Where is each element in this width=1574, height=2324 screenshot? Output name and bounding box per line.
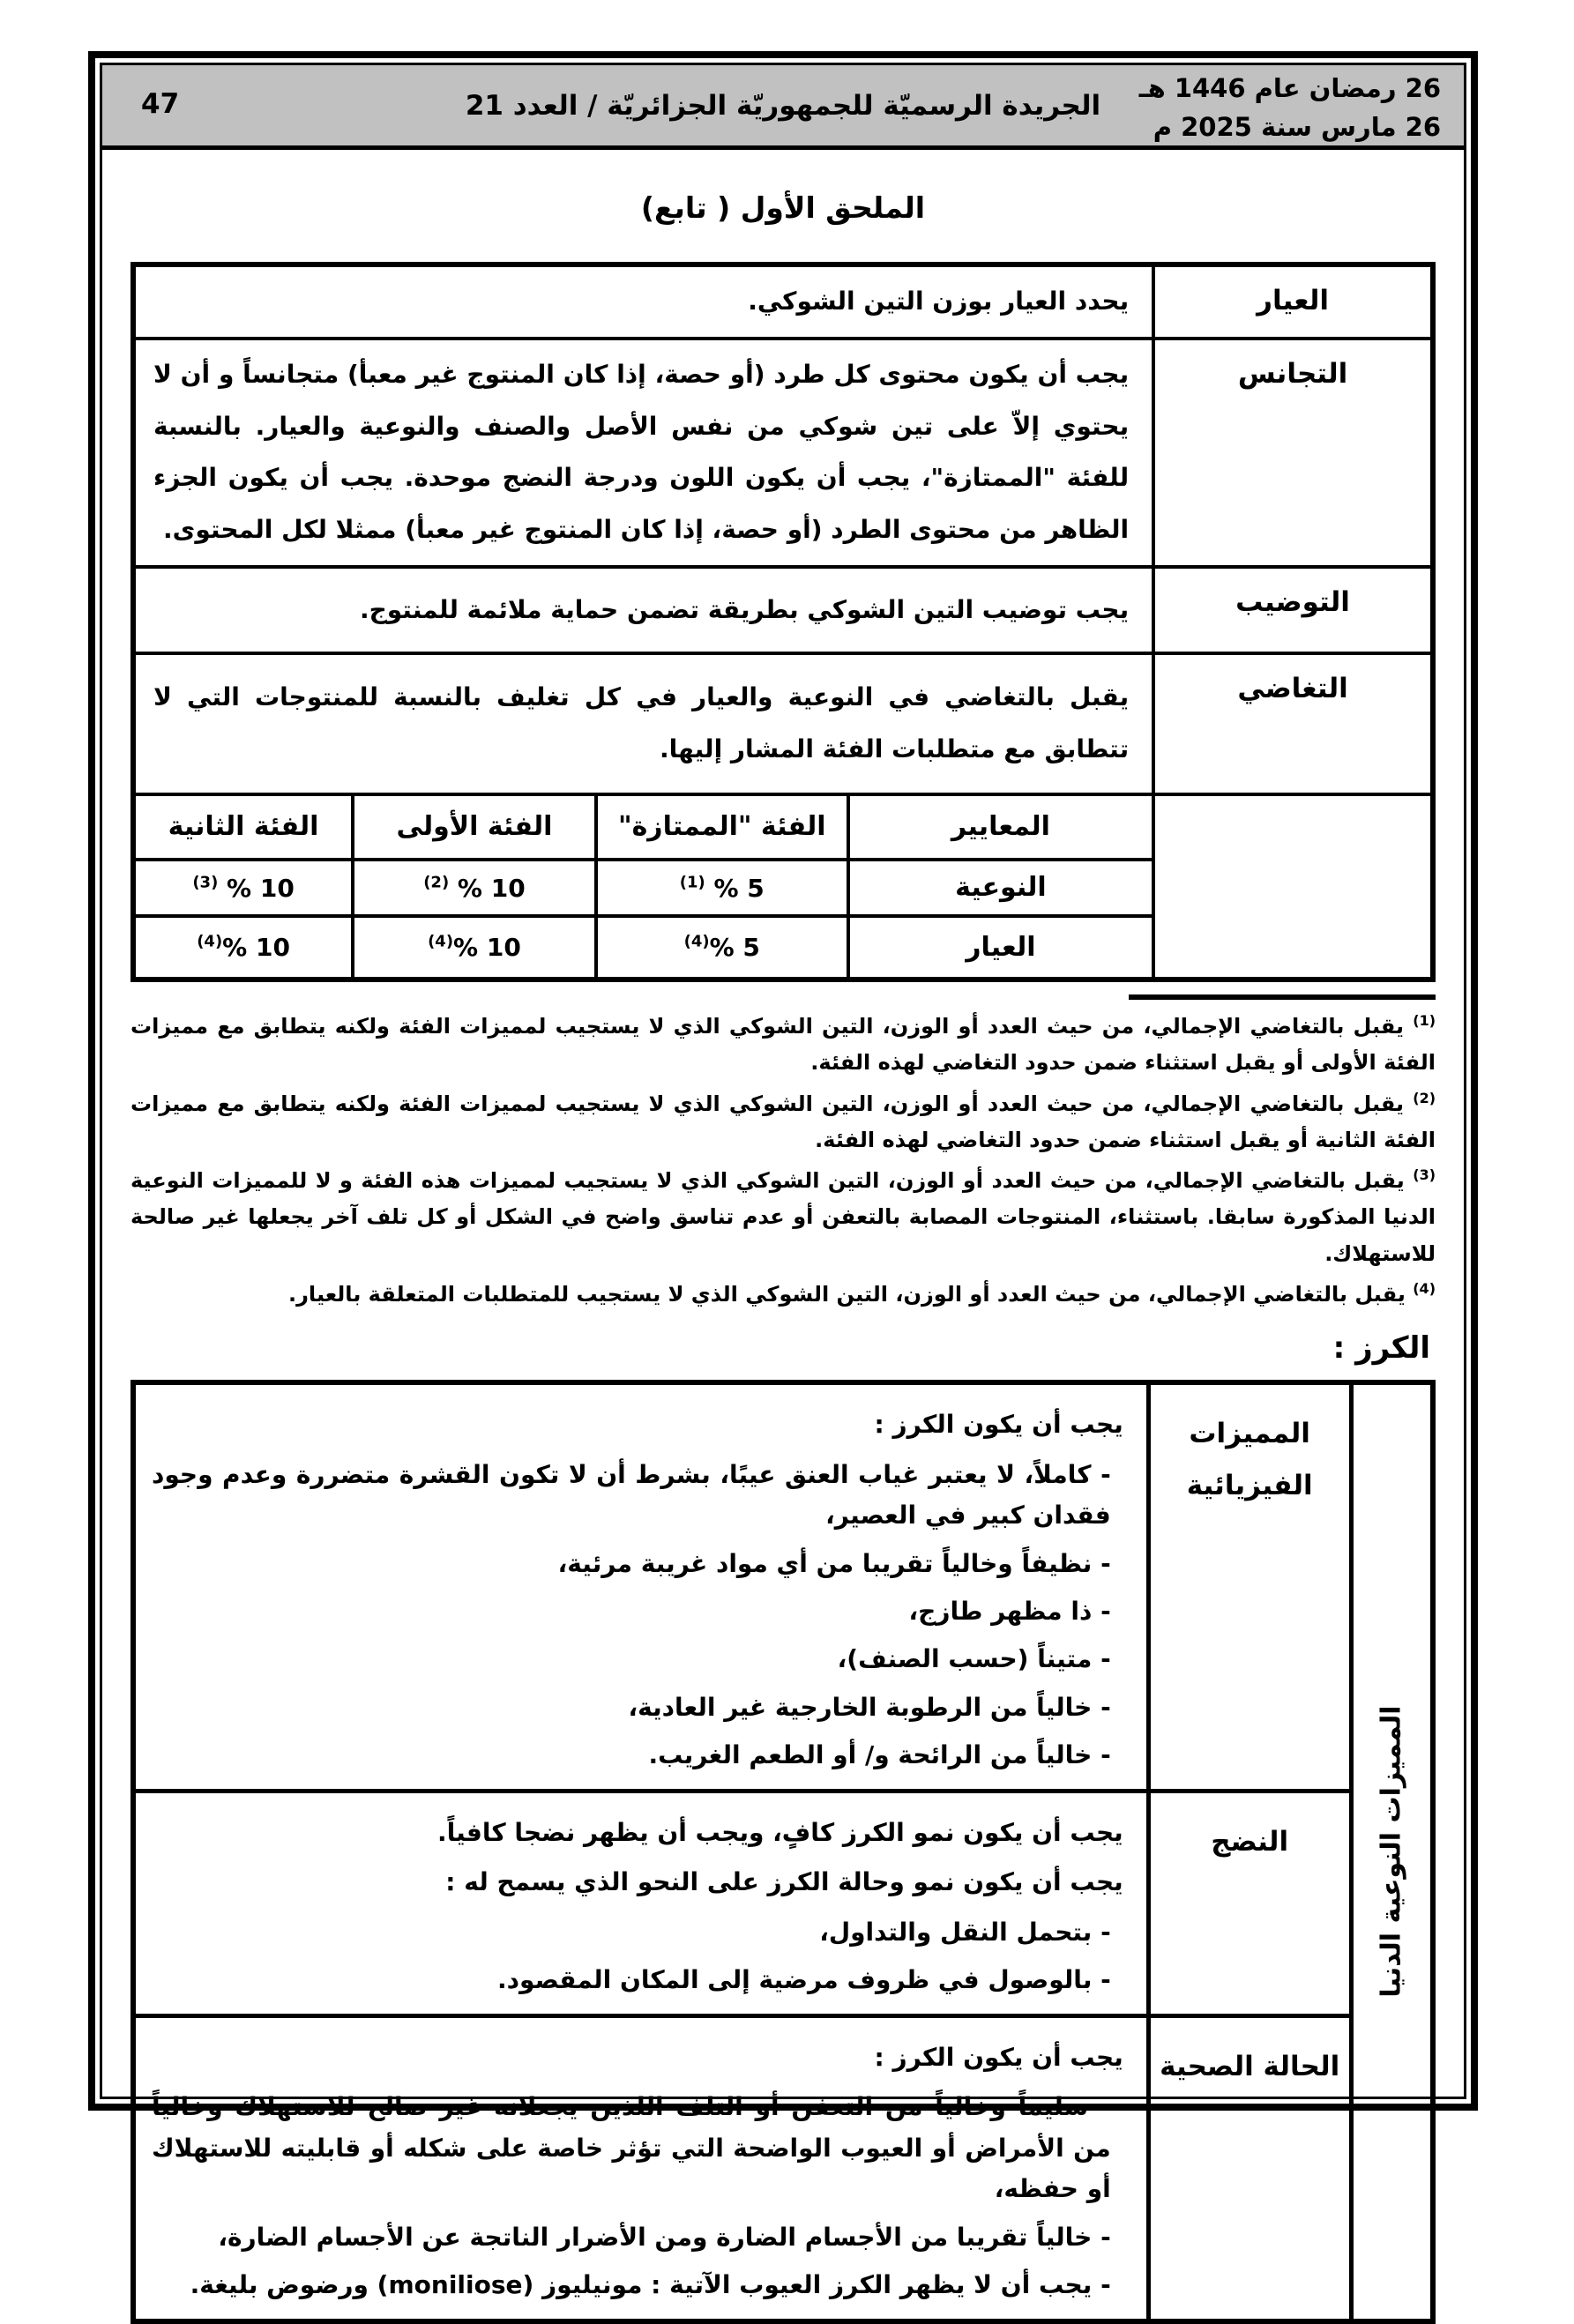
homogeneity-text: يجب أن يكون محتوى كل طرد (أو حصة، إذا كان المنتوج غير معبأ) متجانساً و أن لا يحتوي إلاّ على تين شوكي من نفس الأصل والصنف والنوعية والعيار. بالنسبة للفئة "الممتازة"، يجب أن يكون اللون ودرجة النضج موحدة. يجب أن يكون الجزء الظاهر من محتوى الطرد (أو حصة، إذا كان المنتوج غير معبأ) ممثلا لكل المحتوى.	[133, 339, 1153, 567]
subtable-header-row	[133, 794, 1433, 860]
subtable-label-quality: النوعية	[848, 860, 1153, 916]
prickly-pear-spec-table	[131, 262, 1436, 982]
health-condition-text: يجب أن يكون الكرز : - سليماً وخالياً من التعفن أو التلف اللذين يجعلانه غير صالح للاستهلاك وخالياً من الأمراض أو العيوب الواضحة التي تؤثر خاصة على شكله أو قابليته للاستهلاك أو حفظه، - خالياً تقريبا من الأجسام الضارة ومن الأضرار الناتجة عن الأجسام الضارة، - يجب أن لا يظهر الكرز العيوب الآتية : مونيليوز (moniliose) ورضوض بليغة.	[133, 2015, 1148, 2320]
page-frame	[88, 51, 1478, 2300]
quality-second-value: $^{(3)}$ % 10	[133, 860, 353, 916]
table-row	[133, 653, 1433, 794]
table-row	[133, 567, 1433, 653]
caliber-text: يحدد العيار بوزن التين الشوكي.	[133, 264, 1153, 339]
table-row	[133, 339, 1433, 567]
header-band	[102, 65, 1464, 150]
footnote-4: $^{(4)}$ يقبل بالتغاضي الإجمالي، من حيث العدد أو الوزن، التين الشوكي الذي لا يستجيب للمتطلبات المتعلقة بالعيار.	[288, 1279, 1436, 1307]
list-item: - متيناً (حسب الصنف)،	[837, 1644, 1111, 1674]
list-item: - نظيفاً وخالياً تقريبا من أي مواد غريبة مرئية،	[557, 1548, 1111, 1578]
cherries-table	[131, 1380, 1436, 2323]
list-item: - بتحمل النقل والتداول،	[819, 1917, 1111, 1947]
quality-first-value: $^{(2)}$ % 10	[353, 860, 596, 916]
subtable-header-second-class: الفئة الثانية	[133, 794, 353, 860]
annex-title: الملحق الأول ( تابع)	[640, 190, 926, 225]
minimum-quality-side-label: المميزات النوعية الدنيا	[1376, 1705, 1407, 1998]
list-item: - يجب أن لا يظهر الكرز العيوب الآتية : مونيليوز (moniliose) ورضوض بليغة.	[190, 2270, 1111, 2300]
tolerance-text: يقبل بالتغاضي في النوعية والعيار في كل تغليف بالنسبة للمنتوجات التي لا تتطابق مع متطلبات الفئة المشار إليها.	[133, 653, 1153, 794]
empty-cell	[1153, 794, 1433, 980]
page-frame-inner	[100, 63, 1466, 2300]
list-item: - خالياً من الرطوبة الخارجية غير العادية،	[628, 1692, 1111, 1722]
caliber-second-value: $^{(4)}$% 10	[133, 916, 353, 980]
list-item: - كاملاً، لا يعتبر غياب العنق عيبًا، بشرط أن لا تكون القشرة متضررة وعدم وجود فقدان كبير في العصير،	[152, 1459, 1111, 1531]
hijri-date: 26 رمضان عام 1446 هـ	[1138, 73, 1441, 103]
row-label-packaging: التوضيب	[1153, 567, 1433, 653]
page-content	[102, 150, 1464, 2324]
row-label-caliber: العيار	[1153, 264, 1433, 339]
caliber-extra-value: $^{(4)}$% 5	[596, 916, 848, 980]
row-label-tolerance: التغاضي	[1153, 653, 1433, 794]
minimum-quality-side-cell	[1351, 1382, 1433, 2320]
journal-title: الجريدة الرسميّة للجمهوريّة الجزائريّة / العدد 21	[465, 89, 1101, 122]
footnote-1: $^{(1)}$ يقبل بالتغاضي الإجمالي، من حيث العدد أو الوزن، التين الشوكي الذي لا يستجيب لمميزات الفئة ولكنه يتطابق مع مميزات الفئة الأولى أو يقبل استثناء ضمن حدود التغاضي لهذه الفئة.	[131, 1011, 1436, 1076]
footnote-3: $^{(3)}$ يقبل بالتغاضي الإجمالي، من حيث العدد أو الوزن، التين الشوكي الذي لا يستجيب لمميزات هذه الفئة و لا للمميزات النوعية الدنيا المذكورة سابقا. باستثناء، المنتوجات المصابة بالتعفن أو عدم تناسق واضح في الشكل أو كل تلف آخر يجعلها غير صالحة للاستهلاك.	[131, 1166, 1436, 1266]
issue-dates	[1139, 70, 1441, 146]
footnote-separator	[1129, 994, 1436, 1000]
list-item: - ذا مظهر طازج،	[908, 1596, 1111, 1626]
subtable-header-extra-class: الفئة "الممتازة"	[596, 794, 848, 860]
subtable-label-caliber: العيار	[848, 916, 1153, 980]
footnotes	[131, 1009, 1436, 1313]
row-label-physical-characteristics: المميزات الفيزيائية	[1148, 1382, 1351, 1791]
footnote-2: $^{(2)}$ يقبل بالتغاضي الإجمالي، من حيث العدد أو الوزن، التين الشوكي الذي لا يستجيب لمميزات الفئة ولكنه يتطابق مع مميزات الفئة الثانية أو يقبل استثناء ضمن حدود التغاضي لهذه الفئة.	[131, 1089, 1436, 1152]
table-row	[133, 1382, 1433, 1791]
cherries-heading: الكرز :	[1332, 1330, 1430, 1367]
page-number: 47	[141, 88, 180, 120]
list-item: - بالوصول في ظروف مرضية إلى المكان المقصود.	[497, 1965, 1111, 1995]
table-row	[133, 1791, 1433, 2015]
table-row	[133, 264, 1433, 339]
list-item: - خالياً من الرائحة و/ أو الطعم الغريب.	[648, 1740, 1111, 1770]
row-label-health-condition: الحالة الصحية	[1148, 2015, 1351, 2320]
row-label-ripeness: النضج	[1148, 1791, 1351, 2015]
gregorian-date: 26 مارس سنة 2025 م	[1153, 111, 1441, 142]
physical-characteristics-text: يجب أن يكون الكرز : - كاملاً، لا يعتبر غياب العنق عيبًا، بشرط أن لا تكون القشرة متضررة وعدم وجود فقدان كبير في العصير، - نظيفاً وخالياً تقريبا من أي مواد غريبة مرئية، - ذا مظهر طازج، - متيناً (حسب الصنف)، - خالياً من الرطوبة الخارجية غير العادية، - خالياً من الرائحة و/ أو الطعم الغريب.	[133, 1382, 1148, 1791]
ripeness-text: يجب أن يكون نمو الكرز كافٍ، ويجب أن يظهر نضجا كافياً. يجب أن يكون نمو وحالة الكرز على النحو الذي يسمح له : - بتحمل النقل والتداول، - بالوصول في ظروف مرضية إلى المكان المقصود.	[133, 1791, 1148, 2015]
packaging-text: يجب توضيب التين الشوكي بطريقة تضمن حماية ملائمة للمنتوج.	[133, 567, 1153, 653]
subtable-header-criteria: المعايير	[848, 794, 1153, 860]
list-item: - سليماً وخالياً من التعفن أو التلف اللذين يجعلانه غير صالح للاستهلاك وخالياً من الأمراض أو العيوب الواضحة التي تؤثر خاصة على شكله أو قابليته للاستهلاك أو حفظه،	[152, 2092, 1111, 2204]
caliber-first-value: $^{(4)}$% 10	[353, 916, 596, 980]
row-label-homogeneity: التجانس	[1153, 339, 1433, 567]
subtable-header-first-class: الفئة الأولى	[353, 794, 596, 860]
quality-extra-value: $^{(1)}$ % 5	[596, 860, 848, 916]
list-item: - خالياً تقريبا من الأجسام الضارة ومن الأضرار الناتجة عن الأجسام الضارة،	[218, 2222, 1111, 2252]
table-row	[133, 2015, 1433, 2320]
